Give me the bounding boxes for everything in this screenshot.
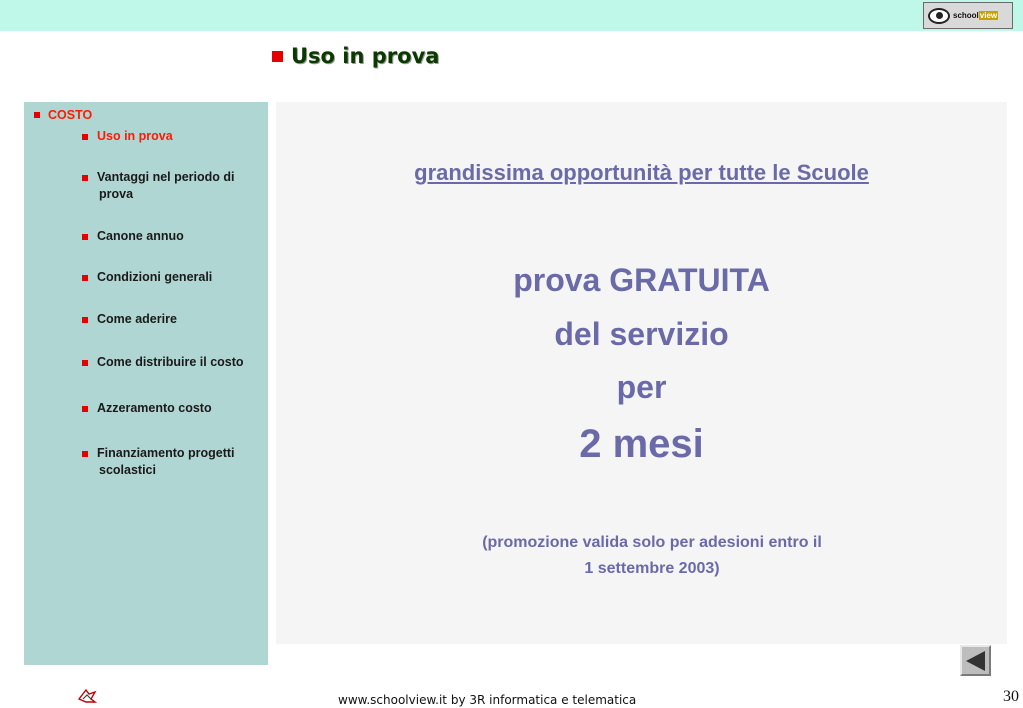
bullet-icon [34,112,40,118]
sidebar-item-come-aderire[interactable]: Come aderire [82,311,262,328]
bullet-icon [82,134,88,140]
sidebar-item-uso-in-prova[interactable]: Uso in prova [82,128,262,145]
footer-text: www.schoolview.it by 3R informatica e telematica [338,693,637,707]
top-band [0,0,1023,31]
sidebar [24,102,268,665]
back-button[interactable] [960,645,991,676]
promo-note-1: (promozione valida solo per adesioni entro il [482,534,822,551]
triangle-left-icon [966,651,985,671]
page-title [272,44,439,68]
3r-logo-icon [77,687,97,705]
bullet-icon [82,275,88,281]
offer-line-3: per [616,369,667,405]
bullet-icon [82,360,88,366]
bullet-icon [82,234,88,240]
bullet-icon [82,317,88,323]
headline: grandissima opportunità per tutte le Scuole [414,160,869,185]
offer-line-1: prova GRATUITA [513,262,770,298]
bullet-icon [82,175,88,181]
eye-icon [928,8,950,24]
sidebar-item-vantaggi[interactable]: Vantaggi nel periodo di prova [82,169,262,203]
title-bullet-icon [272,51,283,62]
offer-line-4: 2 mesi [579,422,704,466]
logo-wordmark: schoolview [953,11,998,20]
offer-line-2: del servizio [554,316,729,352]
promo-note-2: 1 settembre 2003) [584,560,720,577]
sidebar-section-costo[interactable]: COSTO [34,108,92,122]
sidebar-item-azzeramento-costo[interactable]: Azzeramento costo [82,400,262,417]
schoolview-logo [923,2,1013,29]
page-title-text: Uso in prova [291,44,440,68]
sidebar-item-condizioni-generali[interactable]: Condizioni generali [82,269,262,286]
sidebar-item-finanziamento-progetti[interactable]: Finanziamento progetti scolastici [82,445,262,479]
content-panel [276,102,1007,644]
bullet-icon [82,451,88,457]
sidebar-item-come-distribuire[interactable]: Come distribuire il costo [82,354,262,371]
page-number: 30 [1003,688,1019,705]
bullet-icon [82,406,88,412]
sidebar-item-canone-annuo[interactable]: Canone annuo [82,228,262,245]
